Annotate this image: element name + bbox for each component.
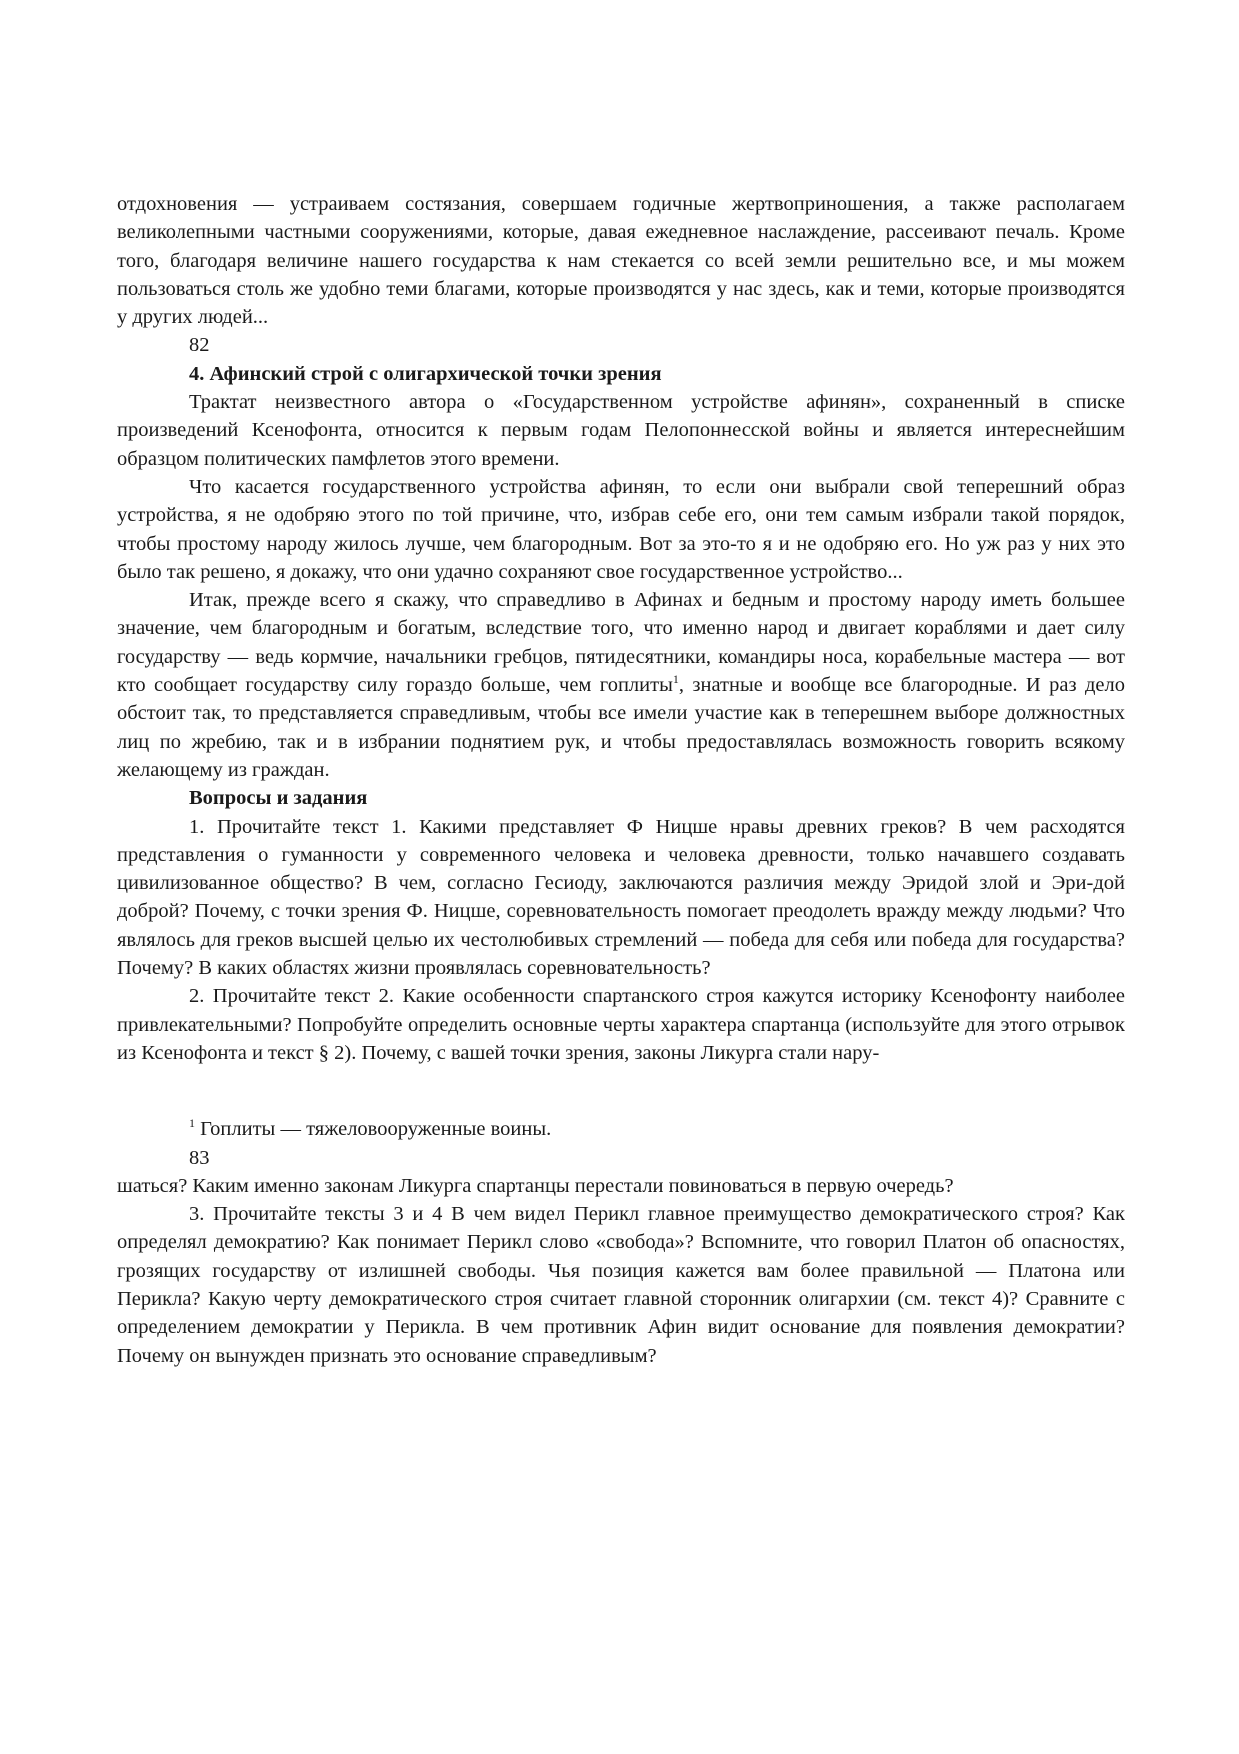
paragraph-text-1: Что касается государственного устройства афинян, то если они выбрали свой теперешний образ устройства, я не одобряю этого по той причине, что, избрав себе его, они тем самым избрали такой порядок, чтобы простому народу жилось лучше, чем благородным. Вот за это-то я и не одобряю его. Но уж раз у них это было так решено, я докажу, что они удачно сохраняют свое государственное устройство...	[117, 475, 1125, 583]
question-1: 1. Прочитайте текст 1. Какими представляет Ф Ницше нравы древних греков? В чем расходятся представления о гуманности у современного человека и человека древности, только начавшего создавать цивилизованное общество? В чем, согласно Гесиоду, заключаются различия между Эридой злой и Эри-дой доброй? Почему, с точки зрения Ф. Ницше, соревновательность помогает преодолеть вражду между людьми? Что являлось для греков высшей целью их честолюбивых стремлений — победа для себя или победа для государства? Почему? В каких областях жизни проявлялась соревновательность?	[117, 815, 1125, 980]
document-page	[117, 190, 1125, 1370]
questions-heading: Вопросы и задания	[189, 787, 368, 810]
section-heading: 4. Афинский строй с олигархической точки зрения	[189, 362, 662, 385]
page-number: 82	[189, 334, 210, 357]
question-2-part1: 2. Прочитайте текст 2. Какие особенности спартанского строя кажутся историку Ксенофонту наиболее привлекательными? Попробуйте определить основные черты характера спартанца (используйте для этого отрывок из Ксенофонта и текст § 2). Почему, с вашей точки зрения, законы Ликурга стали нару-	[117, 985, 1125, 1064]
footnote-number: 1	[189, 1116, 195, 1131]
question-3: 3. Прочитайте тексты 3 и 4 В чем видел Перикл главное преимущество демократического строя? Как определял демократию? Как понимает Перикл слово «свобода»? Вспомните, что говорил Платон об опасностях, грозящих государству от излишней свободы. Чья позиция кажется вам более правильной — Платона или Перикла? Какую черту демократического строя считает главной сторонник олигархии (см. текст 4)? Сравните с определением демократии у Перикла. В чем противник Афин видит основание для появления демократии? Почему он вынужден признать это основание справедливым?	[117, 1203, 1125, 1367]
footnote	[117, 1115, 1125, 1143]
page-gap	[117, 1067, 1125, 1115]
page-number: 83	[189, 1146, 210, 1169]
footnote-marker: 1	[672, 672, 679, 687]
paragraph-text-2-part2: , знатные и вообще все благородные. И раз дело обстоит так, то представляется справедливым, чтобы все имели участие как в теперешнем выборе должностных лиц по жребию, так и в избрании поднятием рук, и чтобы предоставлялась возможность говорить всякому желающему из граждан.	[117, 674, 1125, 781]
paragraph-text-2-part1: Итак, прежде всего я скажу, что справедливо в Афинах и бедным и простому народу иметь большее значение, чем благородным и богатым, вследствие того, что именно народ и двигает кораблями и дает силу государству — ведь кормчие, начальники гребцов, пятидесятники, командиры носа, корабельные мастера — вот кто сообщает государству силу гораздо больше, чем гоплиты	[117, 589, 1125, 697]
footnote-text: Гоплиты — тяжеловооруженные воины.	[195, 1118, 552, 1141]
paragraph-text-2	[117, 586, 1125, 784]
paragraph-continuation: отдохновения — устраиваем состязания, совершаем годичные жертвоприношения, а также располагаем великолепными частными сооружениями, которые, давая ежедневное наслаждение, рассеивают печаль. Кроме того, благодаря величине нашего государства к нам стекается со всей земли решительно все, и мы можем пользоваться столь же удобно теми благами, которые производятся у нас здесь, как и теми, которые производятся у других людей...	[117, 193, 1125, 329]
paragraph-intro: Трактат неизвестного автора о «Государственном устройстве афинян», сохраненный в списке произведений Ксенофонта, относится к первым годам Пелопоннесской войны и является интереснейшим образцом политических памфлетов этого времени.	[117, 391, 1125, 470]
question-2-part2: шаться? Каким именно законам Ликурга спартанцы перестали повиноваться в первую очередь?	[117, 1174, 954, 1197]
